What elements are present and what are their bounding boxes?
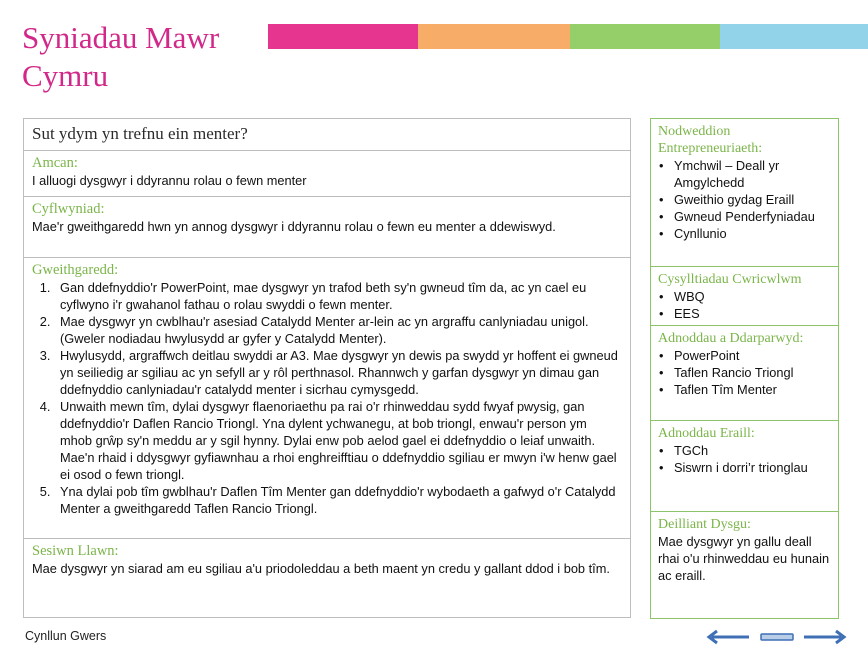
- outcome-heading: Deilliant Dysgu:: [658, 517, 751, 532]
- question-section: [24, 119, 630, 151]
- brand-subtitle: Cymru: [22, 58, 109, 93]
- back-arrow-icon[interactable]: [706, 628, 750, 646]
- lesson-sidebar: [650, 118, 839, 619]
- forward-arrow-icon[interactable]: [803, 628, 847, 646]
- intro-heading: Cyflwyniad:: [32, 201, 105, 217]
- list-item: • PowerPoint: [672, 347, 831, 364]
- list-item: • EES: [672, 305, 831, 322]
- traits-heading: Nodweddion Entrepreneuriaeth:: [658, 124, 763, 156]
- color-stripe-bar: [268, 24, 868, 49]
- list-item: • Siswrn i dorri’r trionglau: [672, 459, 831, 476]
- resources-section: [651, 326, 838, 421]
- activity-item: 1. Gan ddefnyddio'r PowerPoint, mae dysgwyr yn trafod beth sy'n gwneud tîm da, ac yn cael eu cyflwyno i'r gwahanol fathau o rolau swyddi o fewn menter.: [54, 279, 622, 313]
- activity-item: 3. Hwylusydd, argraffwch deitlau swyddi ar A3. Mae dysgwyr yn dewis pa swydd yr hoffent ei gwneud yn seiliedig ar sgiliau ac yn sefyll ar y rôl perthnasol. Rhannwch y garfan dysgwyr yn dimau gan ddefnyddio canlyniadau'r catalydd menter i sicrhau cymysgedd.: [54, 347, 622, 398]
- activity-item: 4. Unwaith mewn tîm, dylai dysgwyr flaenoriaethu pa rai o'r rhinweddau sydd fwyaf pwysig, gan ddefnyddio'r Daflen Rancio Triongl. Yna dylent ychwanegu, at bob triongl, enwau'r person ym mhob grŵp sy'n meddu ar y sgil hynny. Dylai enw pob aelod gael ei ddefnyddio o leiaf unwaith. Mae'n rhaid i ddysgwyr gyfiawnhau a rhoi enghreifftiau o ddefnyddio sgiliau er mwyn i'w henw gael ei osod o fewn triongl.: [54, 398, 622, 483]
- aim-heading: Amcan:: [32, 155, 78, 171]
- other-resources-section: [651, 421, 838, 512]
- list-item: • Taflen Tîm Menter: [672, 381, 831, 398]
- outcome-section: [651, 512, 838, 618]
- list-item: • Gweithio gydag Eraill: [672, 191, 831, 208]
- traits-list: [658, 157, 831, 242]
- curriculum-section: [651, 267, 838, 326]
- list-item: • TGCh: [672, 442, 831, 459]
- list-item: • Taflen Rancio Triongl: [672, 364, 831, 381]
- plenary-text: Mae dysgwyr yn siarad am eu sgiliau a'u priodoleddau a beth maent yn credu y gallant ddod i bob tîm.: [32, 561, 610, 576]
- curriculum-list: [658, 288, 831, 322]
- other-resources-list: [658, 442, 831, 476]
- stripe-green: [570, 24, 720, 49]
- brand-title: Syniadau Mawr: [22, 20, 220, 55]
- plenary-heading: Sesiwn Llawn:: [32, 543, 119, 559]
- list-item: • Ymchwil – Deall yr Amgylchedd: [672, 157, 831, 191]
- home-button-icon[interactable]: [760, 628, 794, 646]
- traits-section: [651, 119, 838, 267]
- outcome-text: Mae dysgwyr yn gallu deall rhai o'u rhinweddau eu hunain ac eraill.: [658, 534, 830, 583]
- resources-heading: Adnoddau a Ddarparwyd:: [658, 331, 804, 346]
- list-item: • Gwneud Penderfyniadau: [672, 208, 831, 225]
- intro-text: Mae'r gweithgaredd hwn yn annog dysgwyr i ddyrannu rolau o fewn eu menter a ddewiswyd.: [32, 219, 556, 234]
- activity-item: 2. Mae dysgwyr yn cwblhau'r asesiad Catalydd Menter ar-lein ac yn argraffu canlyniadau unigol. (Gweler nodiadau hwylusydd ar gyfer y Catalydd Menter).: [54, 313, 622, 347]
- stripe-pink: [268, 24, 418, 49]
- list-item: • WBQ: [672, 288, 831, 305]
- aim-section: [24, 151, 630, 197]
- curriculum-heading: Cysylltiadau Cwricwlwm: [658, 272, 802, 287]
- stripe-blue: [720, 24, 868, 49]
- intro-section: [24, 197, 630, 258]
- resources-list: [658, 347, 831, 398]
- activity-heading: Gweithgaredd:: [32, 262, 119, 278]
- other-resources-heading: Adnoddau Eraill:: [658, 426, 755, 441]
- lesson-main-panel: [23, 118, 631, 618]
- lesson-question: Sut ydym yn trefnu ein menter?: [32, 124, 248, 143]
- stripe-orange: [418, 24, 570, 49]
- activity-list: [32, 279, 622, 517]
- activity-section: [24, 258, 630, 539]
- activity-item: 5. Yna dylai pob tîm gwblhau'r Daflen Tîm Menter gan ddefnyddio'r wybodaeth a gafwyd o'r Catalydd Menter a gweithgaredd Taflen Rancio Triongl.: [54, 483, 622, 517]
- footer-label: Cynllun Gwers: [25, 629, 107, 643]
- plenary-section: [24, 539, 630, 617]
- list-item: • Cynllunio: [672, 225, 831, 242]
- aim-text: I alluogi dysgwyr i ddyrannu rolau o fewn menter: [32, 173, 307, 188]
